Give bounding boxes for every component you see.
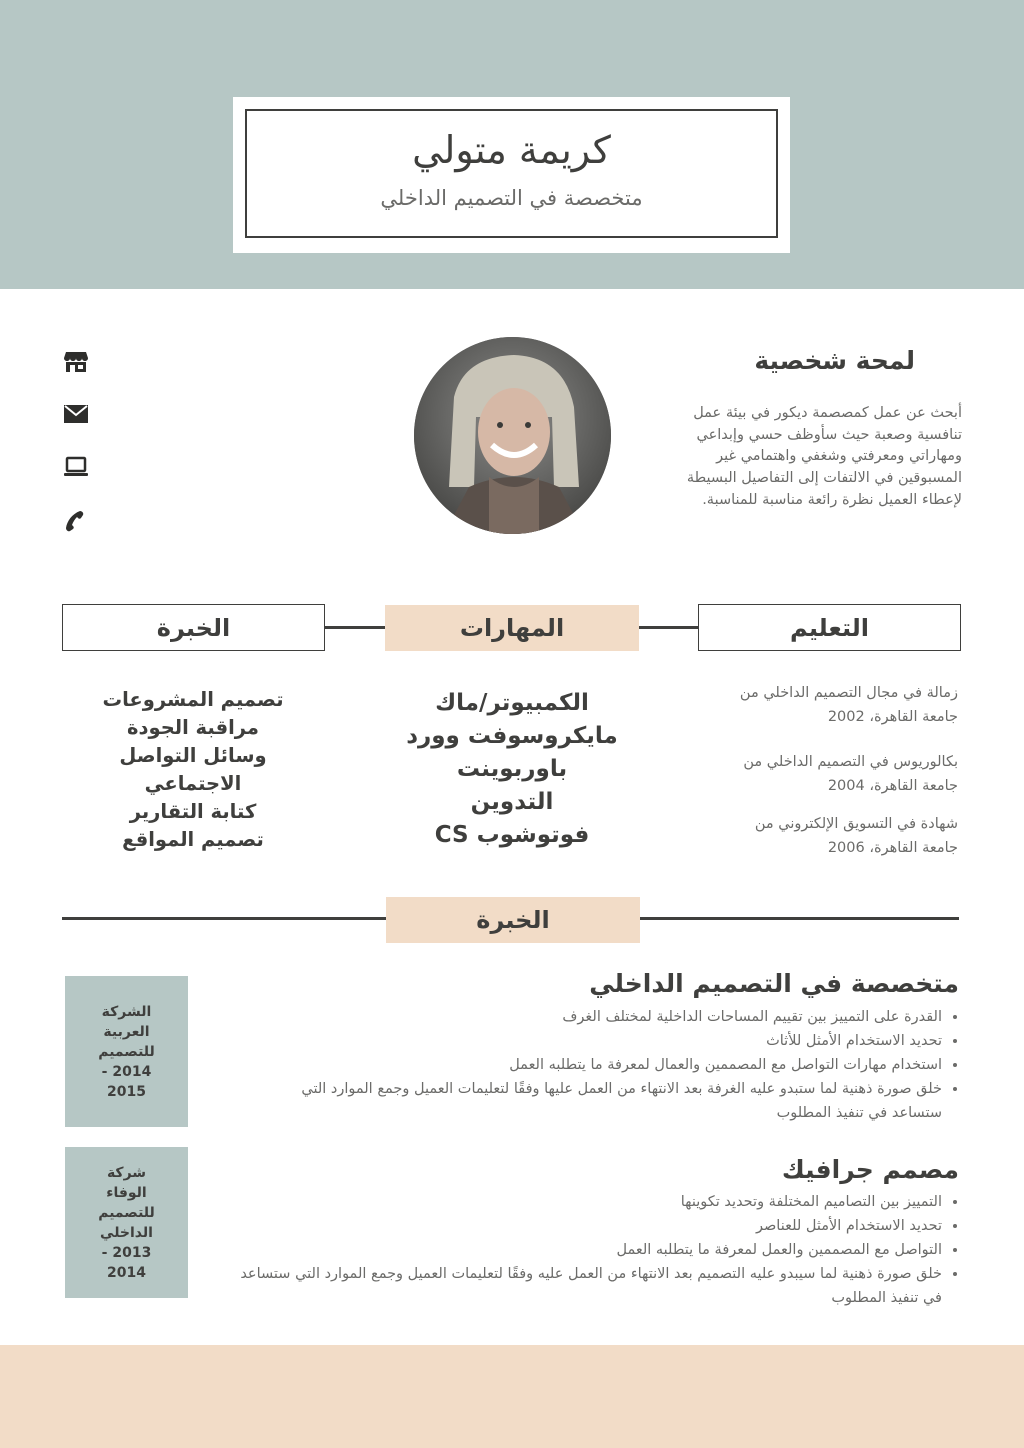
- store-icon: [62, 350, 90, 374]
- expertise-item: مراقبة الجودة: [126, 716, 260, 739]
- profile-heading: لمحة شخصية: [754, 346, 915, 375]
- candidate-name: كريمة متولي: [412, 128, 611, 172]
- skill-item: التدوين: [470, 789, 554, 815]
- candidate-subtitle: متخصصة في التصميم الداخلي: [380, 186, 643, 210]
- expertise-item: وسائل التواصل: [119, 744, 267, 767]
- job-duty: • خلق صورة ذهنية لما سيبدو عليه التصميم بعد الانتهاء من العمل عليه وفقًا لتعليمات العميل وجمع الموارد التي ستساعد في تنفيذ المطلوب: [218, 1262, 942, 1310]
- profile-summary: أبحث عن عمل كمصصمة ديكور في بيئة عمل تنافسية وصعبة حيث سأوظف حسي وإبداعي ومهاراتي ومعرفتي وشغفي واهتمامي غير المسبوقين في الالتفات إلى التفاصيل البسيطة لإعطاء العميل نظرة رائعة مناسبة للمناسبة.: [686, 405, 962, 508]
- expertise-item: تصميم المشروعات: [102, 688, 284, 711]
- expertise-item: الاجتماعي: [144, 772, 242, 795]
- footer-band: [0, 1345, 1024, 1448]
- job-title: مصمم جرافيك: [781, 1155, 959, 1184]
- job-duty: • خلق صورة ذهنية لما ستبدو عليه الغرفة بعد الانتهاء من العمل عليها وفقًا لتعليمات العميل وجمع الموارد التي ستساعد في تنفيذ المطلوب: [262, 1077, 942, 1125]
- skill-item: مايكروسوفت وورد: [406, 723, 618, 749]
- job-duty: • التمييز بين التصاميم المختلفة وتحديد تكوينها: [218, 1190, 942, 1214]
- skill-item: فوتوشوب CS: [434, 822, 590, 848]
- job-title: متخصصة في التصميم الداخلي: [589, 969, 959, 998]
- profile-photo: [414, 337, 611, 534]
- expertise-list: [62, 686, 324, 854]
- job-duty: • التواصل مع المصممين والعمل لمعرفة ما يتطلبه العمل: [218, 1238, 942, 1262]
- company-box: شركة الوفاء للتصميم الداخلي 2013 - 2014: [65, 1147, 188, 1298]
- expertise-heading: الخبرة: [62, 604, 325, 651]
- expertise-item: تصميم المواقع: [122, 828, 264, 851]
- laptop-icon: [62, 455, 90, 479]
- job-duty: • استخدام مهارات التواصل مع المصممين والعمال لمعرفة ما يتطلبه العمل: [262, 1053, 942, 1077]
- skill-item: باوربوينت: [456, 756, 568, 782]
- skills-heading: المهارات: [385, 605, 639, 651]
- skill-item: الكمبيوتر/ماك: [435, 690, 589, 716]
- email-icon: [62, 402, 90, 426]
- connector-line: [639, 626, 699, 629]
- job-duties: [218, 1190, 958, 1310]
- education-heading: التعليم: [698, 604, 961, 651]
- expertise-item: كتابة التقارير: [129, 800, 257, 823]
- experience-heading: الخبرة: [386, 897, 640, 943]
- divider-line: [62, 917, 387, 920]
- connector-line: [325, 626, 385, 629]
- job-duty: • تحديد الاستخدام الأمثل للأثاث: [262, 1029, 942, 1053]
- job-duties: [262, 1005, 958, 1125]
- phone-icon: [62, 510, 90, 534]
- education-item: بكالوريوس في التصميم الداخلي من جامعة القاهرة، 2004: [743, 754, 958, 794]
- education-item: زمالة في مجال التصميم الداخلي من جامعة القاهرة، 2002: [739, 685, 958, 725]
- company-box: الشركة العربية للتصميم 2014 - 2015: [65, 976, 188, 1127]
- education-item: شهادة في التسويق الإلكتروني من جامعة القاهرة، 2006: [754, 816, 958, 856]
- divider-line: [640, 917, 959, 920]
- job-duty: • تحديد الاستخدام الأمثل للعناصر: [218, 1214, 942, 1238]
- job-duty: • القدرة على التمييز بين تقييم المساحات الداخلية لمختلف الغرف: [262, 1005, 942, 1029]
- skills-list: [384, 687, 640, 852]
